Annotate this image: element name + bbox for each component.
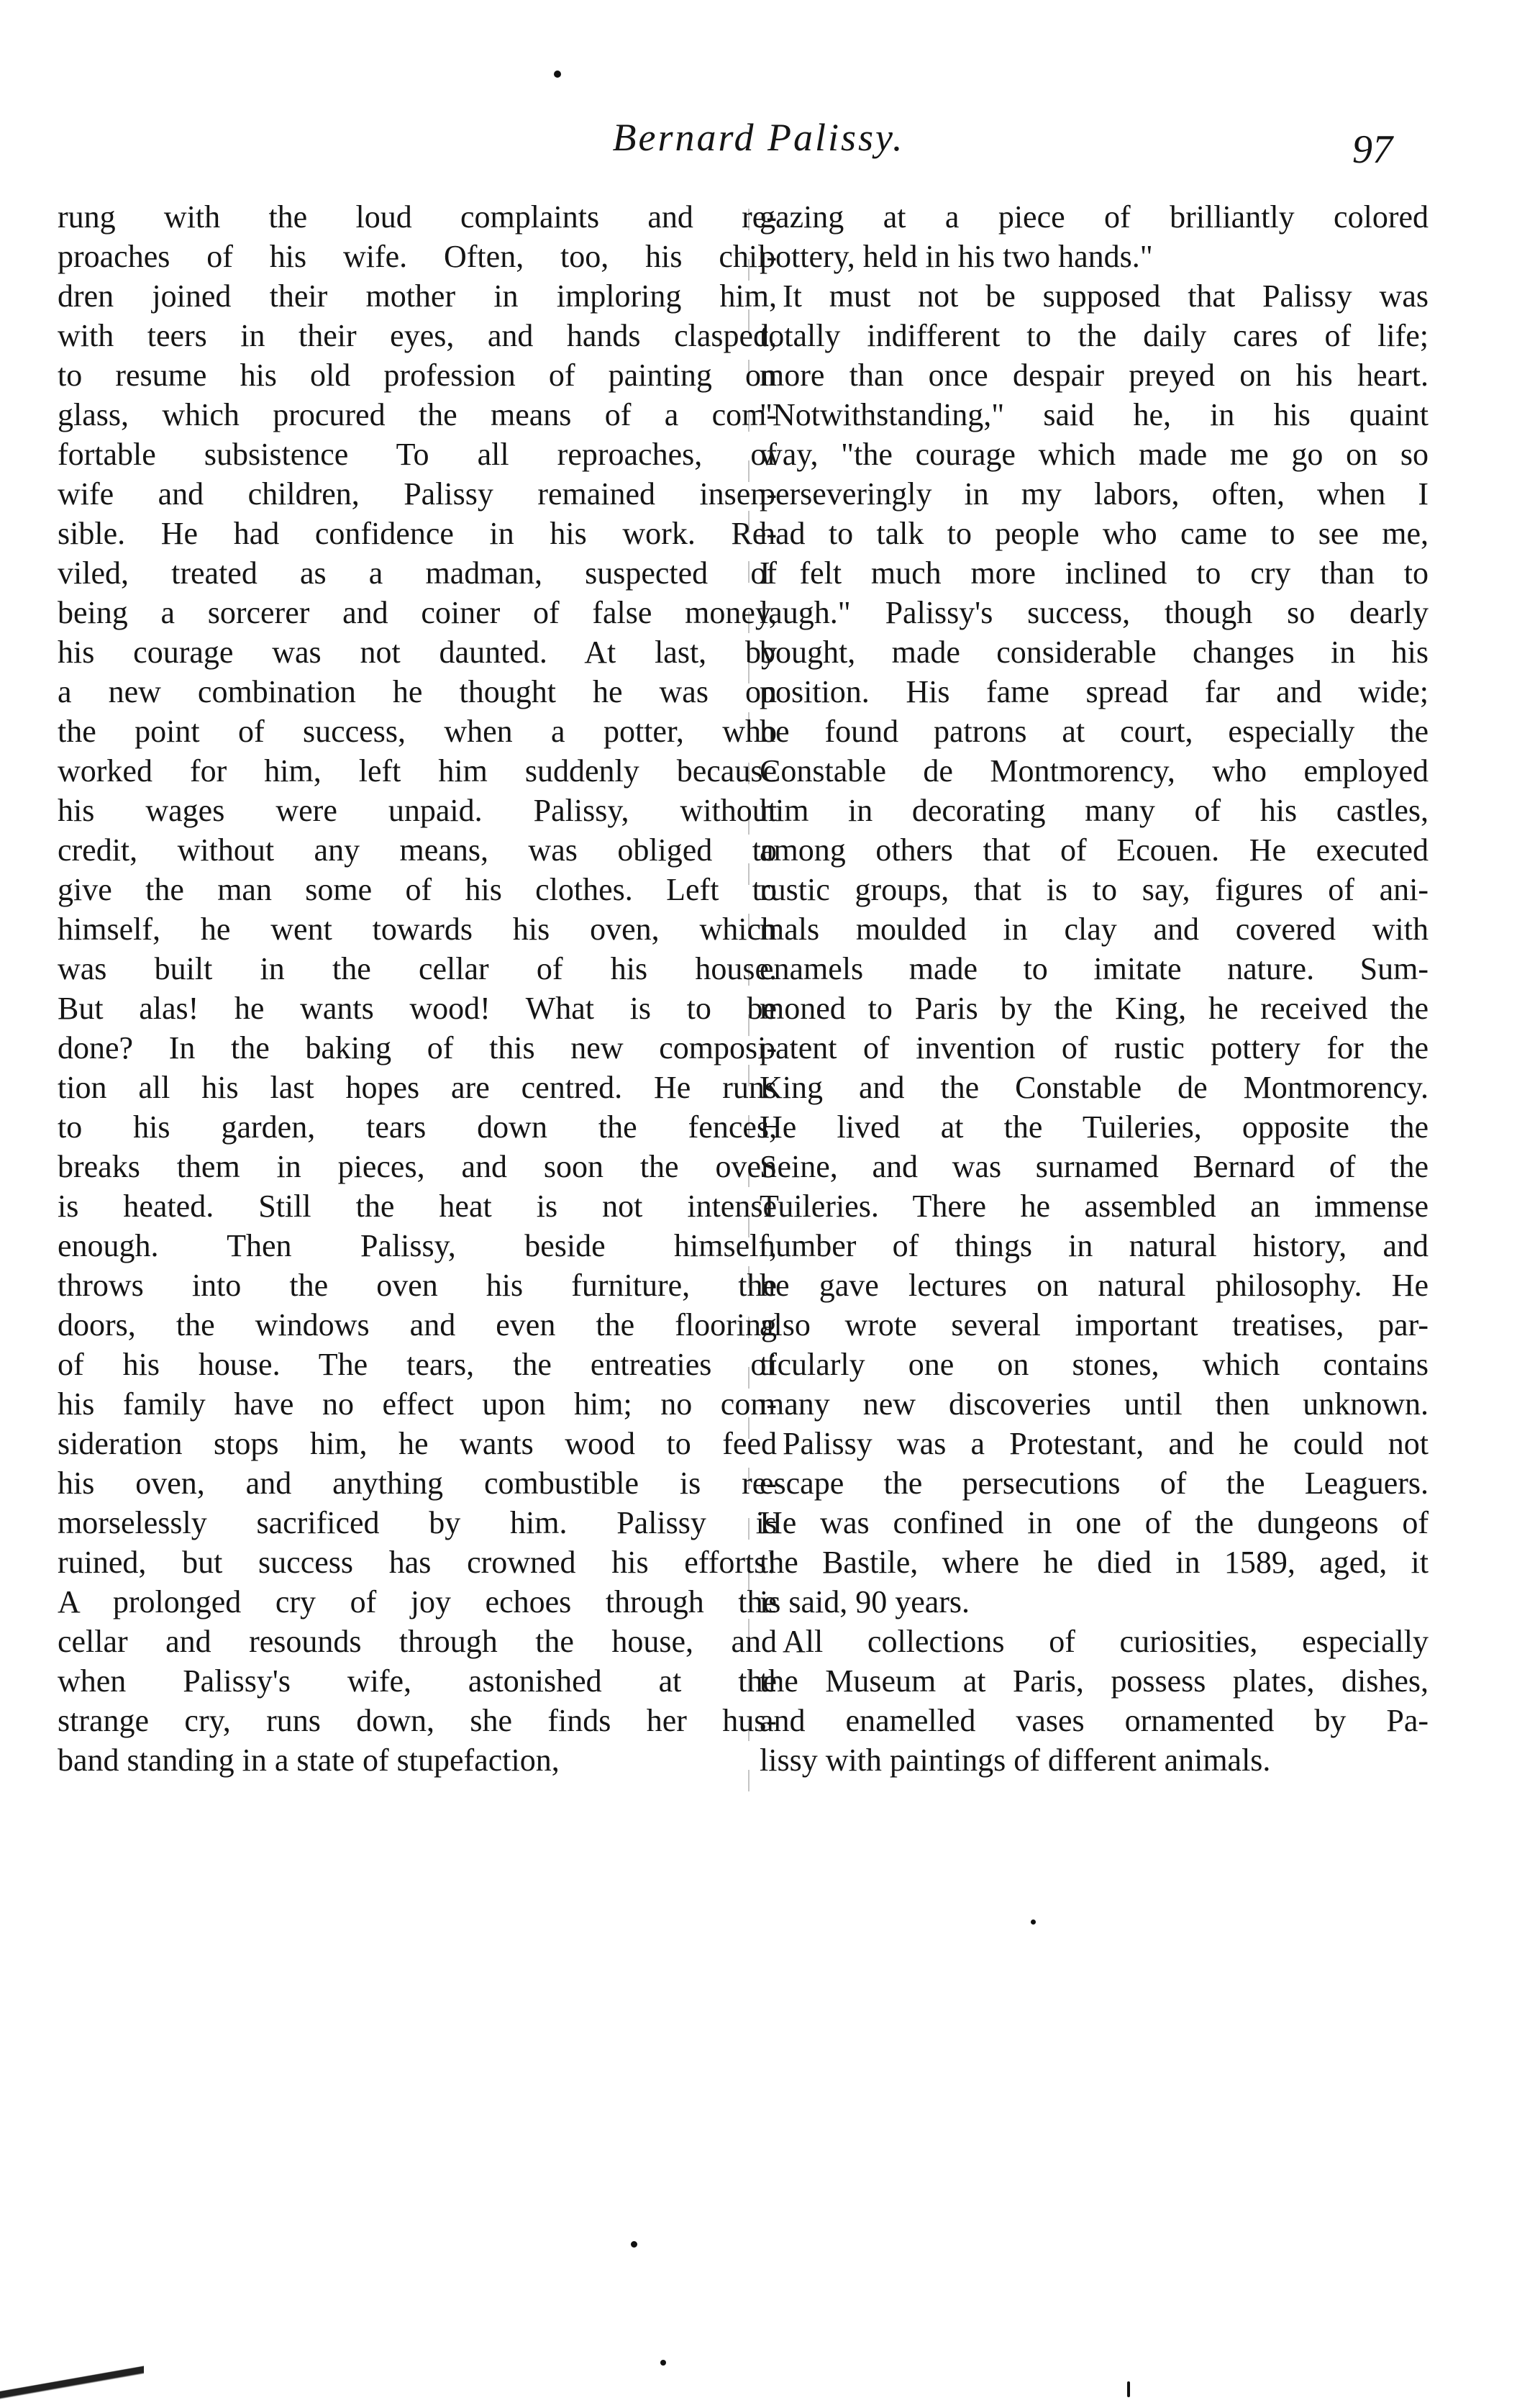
text-line: his family have no effect upon him; no con- [58, 1386, 777, 1422]
scan-speck [1031, 1919, 1036, 1925]
text-line: doors, the windows and even the flooring [58, 1307, 777, 1342]
text-line: he gave lectures on natural philosophy. He [760, 1268, 1429, 1303]
text-line: enough. Then Palissy, beside himself, [58, 1228, 777, 1263]
text-line: his courage was not daunted. At last, by [58, 635, 777, 670]
text-line: dren joined their mother in imploring him, [58, 278, 777, 314]
text-line: I felt much more inclined to cry than to [760, 555, 1429, 591]
text-line: "Notwithstanding," said he, in his quaint [760, 397, 1429, 432]
text-line: He lived at the Tuileries, opposite the [760, 1109, 1429, 1145]
text-line: rustic groups, that is to say, figures of ani- [760, 872, 1429, 907]
text-line: pottery, held in his two hands." [760, 239, 1153, 274]
text-line: the Museum at Paris, possess plates, dishes, [760, 1663, 1429, 1699]
text-line: way, "the courage which made me go on so [760, 437, 1429, 472]
text-line: himself, he went towards his oven, which [58, 912, 777, 947]
text-line: Palissy was a Protestant, and he could not [783, 1426, 1429, 1461]
text-line: moned to Paris by the King, he received the [760, 991, 1429, 1026]
text-line: fortable subsistence To all reproaches, of [58, 437, 777, 472]
text-line: Tuileries. There he assembled an immense [760, 1189, 1429, 1224]
running-title: Bernard Palissy. [612, 116, 905, 159]
text-line: wife and children, Palissy remained insen- [58, 476, 777, 512]
text-line: mals moulded in clay and covered with [760, 912, 1429, 947]
text-line: escape the persecutions of the Leaguers. [760, 1466, 1429, 1501]
text-line: his oven, and anything combustible is re- [58, 1466, 777, 1501]
text-line: He was confined in one of the dungeons of [760, 1505, 1429, 1540]
text-line: and enamelled vases ornamented by Pa- [760, 1703, 1429, 1738]
page-number: 97 [1352, 127, 1393, 172]
text-line: being a sorcerer and coiner of false money, [58, 595, 777, 630]
text-line: But alas! he wants wood! What is to be [58, 991, 777, 1026]
text-line: with teers in their eyes, and hands clasped, [58, 318, 777, 353]
text-line: band standing in a state of stupefaction, [58, 1743, 560, 1778]
text-line: It must not be supposed that Palissy was [783, 278, 1429, 314]
text-line: number of things in natural history, and [760, 1228, 1429, 1263]
text-line: among others that of Ecouen. He executed [760, 832, 1429, 868]
text-line: strange cry, runs down, she finds her hus- [58, 1703, 777, 1738]
text-line: All collections of curiosities, especially [783, 1624, 1429, 1659]
text-line: done? In the baking of this new composi- [58, 1030, 777, 1066]
text-line: sideration stops him, he wants wood to feed [58, 1426, 777, 1461]
text-line: breaks them in pieces, and soon the oven [58, 1149, 777, 1184]
text-line: credit, without any means, was obliged to [58, 832, 777, 868]
text-line: many new discoveries until then unknown. [760, 1386, 1429, 1422]
text-line: Constable de Montmorency, who employed [760, 753, 1429, 789]
text-line: worked for him, left him suddenly because [58, 753, 777, 789]
scan-edge-mark [0, 2356, 144, 2408]
text-line: ticularly one on stones, which contains [760, 1347, 1429, 1382]
text-line: his wages were unpaid. Palissy, without [58, 793, 777, 828]
text-line: him in decorating many of his castles, [760, 793, 1429, 828]
text-line: to resume his old profession of painting on [58, 358, 777, 393]
text-line: when Palissy's wife, astonished at the [58, 1663, 777, 1699]
scan-speck [631, 2241, 637, 2248]
text-line: King and the Constable de Montmorency. [760, 1070, 1429, 1105]
text-line: is heated. Still the heat is not intense [58, 1189, 777, 1224]
text-line: to his garden, tears down the fences, [58, 1109, 777, 1145]
text-line: of his house. The tears, the entreaties of [58, 1347, 777, 1382]
scan-speck [660, 2360, 666, 2366]
text-line: the Bastile, where he died in 1589, aged, it [760, 1545, 1429, 1580]
text-line: a new combination he thought he was on [58, 674, 777, 709]
text-line: rung with the loud complaints and re- [58, 199, 777, 235]
text-line: bought, made considerable changes in his [760, 635, 1429, 670]
text-line: sible. He had confidence in his work. Re- [58, 516, 777, 551]
scan-speck [554, 71, 561, 78]
text-line: totally indifferent to the daily cares of life; [760, 318, 1429, 353]
text-line: throws into the oven his furniture, the [58, 1268, 777, 1303]
text-line: is said, 90 years. [760, 1584, 970, 1619]
text-line: Seine, and was surnamed Bernard of the [760, 1149, 1429, 1184]
text-line: cellar and resounds through the house, and [58, 1624, 777, 1659]
text-line: was built in the cellar of his house. [58, 951, 777, 986]
text-line: laugh." Palissy's success, though so dearly [760, 595, 1429, 630]
right-column [760, 197, 1429, 1780]
text-line: perseveringly in my labors, often, when I [760, 476, 1429, 512]
text-line: gazing at a piece of brilliantly colored [760, 199, 1429, 235]
text-line: position. His fame spread far and wide; [760, 674, 1429, 709]
text-line: A prolonged cry of joy echoes through the [58, 1584, 777, 1619]
text-line: had to talk to people who came to see me, [760, 516, 1429, 551]
text-line: enamels made to imitate nature. Sum- [760, 951, 1429, 986]
text-line: ruined, but success has crowned his efforts! [58, 1545, 777, 1580]
text-line: morselessly sacrificed by him. Palissy is [58, 1505, 777, 1540]
text-line: he found patrons at court, especially the [760, 714, 1429, 749]
text-line: glass, which procured the means of a com- [58, 397, 777, 432]
text-line: lissy with paintings of different animals. [760, 1743, 1271, 1778]
text-line: give the man some of his clothes. Left to [58, 872, 777, 907]
text-line: viled, treated as a madman, suspected of [58, 555, 777, 591]
scan-speck [1127, 2381, 1130, 2397]
text-line: also wrote several important treatises, par- [760, 1307, 1429, 1342]
text-line: proaches of his wife. Often, too, his chil- [58, 239, 777, 274]
text-line: the point of success, when a potter, who [58, 714, 777, 749]
text-line: tion all his last hopes are centred. He runs [58, 1070, 777, 1105]
left-column [58, 197, 777, 1780]
text-line: more than once despair preyed on his heart. [760, 358, 1429, 393]
text-line: patent of invention of rustic pottery for the [760, 1030, 1429, 1066]
